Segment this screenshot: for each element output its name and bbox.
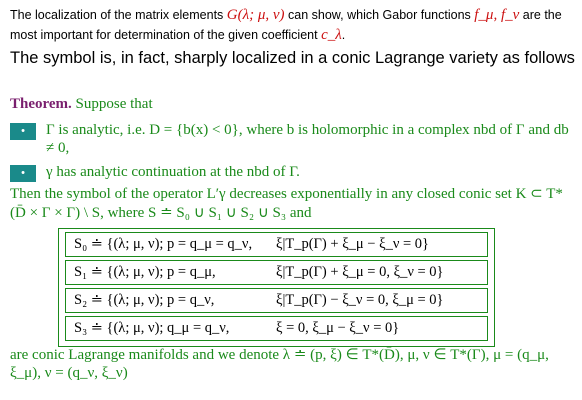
- set-row-right: ξ|T_p(Γ) + ξ_μ = 0, ξ_ν = 0}: [276, 264, 444, 280]
- bullet-marker: •: [10, 123, 36, 140]
- intro-math-gabor-functions: f_μ, f_ν: [474, 7, 520, 23]
- set-row-left: S₂ ≐ {(λ; μ, ν); p = q_ν,: [74, 292, 215, 308]
- intro-math-matrix-element: G(λ; μ, ν): [226, 7, 285, 23]
- set-row-s1: [65, 260, 488, 285]
- then-statement: Then the symbol of the operator L′γ decreases exponentially in any closed conic set K ⊂ T*(D̄ × Γ × Γ) \ S, where S ≐ S₀ ∪ S₁ ∪ S₂ ∪ S₃ and: [10, 186, 563, 221]
- bullet-item-analytic: [10, 121, 575, 157]
- intro-math-coefficient: c_λ: [321, 27, 342, 43]
- intro-text-4: .: [341, 28, 346, 42]
- set-row-right: ξ = 0, ξ_μ − ξ_ν = 0}: [276, 320, 400, 336]
- set-row-right: ξ|T_p(Γ) + ξ_μ − ξ_ν = 0}: [276, 236, 430, 252]
- set-definitions-table: [58, 228, 495, 347]
- bullet-text: γ has analytic continuation at the nbd of Γ.: [46, 164, 300, 180]
- set-row-s2: [65, 288, 488, 313]
- intro-text-2: can show, which Gabor functions: [288, 8, 471, 22]
- bullet-text: Γ is analytic, i.e. D = {b(x) < 0}, where b is holomorphic in a complex nbd of Γ and db ≠ 0,: [46, 122, 569, 156]
- intro-text-1: The localization of the matrix elements: [10, 8, 224, 22]
- intro-text-3: are the most important for determination of the given coefficient: [10, 8, 562, 42]
- set-row-s0: [65, 232, 488, 257]
- set-row-s3: [65, 316, 488, 341]
- theorem-heading: [10, 96, 153, 113]
- bullet-item-continuation: [10, 163, 575, 181]
- set-row-left: S₁ ≐ {(λ; μ, ν); p = q_μ,: [74, 264, 216, 280]
- set-row-left: S₀ ≐ {(λ; μ, ν); p = q_μ = q_ν,: [74, 236, 253, 252]
- intro-paragraph: [10, 5, 580, 45]
- set-row-right: ξ|T_p(Γ) − ξ_ν = 0, ξ_μ = 0}: [276, 292, 444, 308]
- headline: The symbol is, in fact, sharply localized in a conic Lagrange variety as follows: [10, 49, 575, 67]
- closing-statement: are conic Lagrange manifolds and we denote λ ≐ (p, ξ) ∈ T*(D̄), μ, ν ∈ T*(Γ), μ = (q_μ, ξ_μ), ν = (q_ν, ξ_ν): [10, 347, 549, 381]
- theorem-rest: Suppose that: [75, 96, 153, 112]
- bullet-marker: •: [10, 165, 36, 182]
- theorem-word: Theorem.: [10, 96, 72, 112]
- set-row-left: S₃ ≐ {(λ; μ, ν); q_μ = q_ν,: [74, 320, 230, 336]
